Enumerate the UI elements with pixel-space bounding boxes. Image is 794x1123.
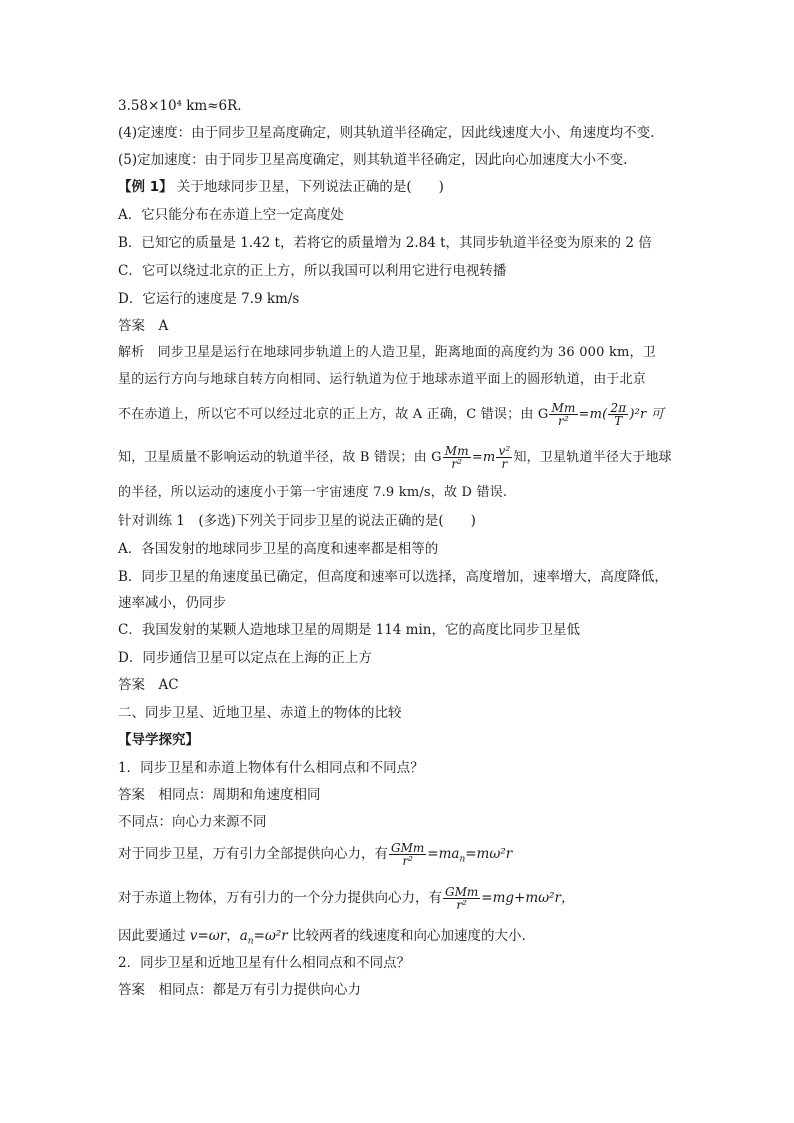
fraction-numerator: v² <box>498 444 511 458</box>
fraction <box>443 445 471 470</box>
option-text: B．已知它的质量是 1.42 t，若将它的质量增为 2.84 t，其同步轨道半径变为原来的 2 倍 <box>118 235 652 251</box>
option-text: C．它可以绕过北京的正上方，所以我国可以利用它进行电视转播 <box>118 263 507 279</box>
option-text: D．它运行的速度是 7.9 km/s <box>118 291 300 307</box>
answer-text: 答案 相同点：周期和角速度相同 <box>118 787 321 803</box>
fraction-denominator: r <box>501 457 508 471</box>
analysis-text: 星的运行方向与地球自转方向相同、运行轨道为位于地球赤道平面上的圆形轨道，由于北京 <box>118 372 647 387</box>
fraction <box>549 402 577 427</box>
option-b-continued <box>118 594 226 612</box>
fraction-numerator: GMm <box>445 885 479 899</box>
answer-line <box>118 317 168 335</box>
math-text: =m <box>471 450 496 465</box>
example-tag: 【例 1】 <box>118 179 173 195</box>
formula-line <box>118 882 575 914</box>
fraction <box>608 402 628 427</box>
training-question <box>118 512 476 530</box>
question-2 <box>118 954 410 972</box>
analysis-line <box>118 400 664 430</box>
option-text: B．同步卫星的角速度虽已确定，但高度和速率可以选择，高度增加，速率增大，高度降低， <box>118 569 668 585</box>
training-question-text: 针对训练 1 (多选)下列关于同步卫星的说法正确的是( ) <box>118 513 476 529</box>
fraction-denominator: r² <box>456 898 467 912</box>
text-line <box>118 927 526 945</box>
text-span: 不同点：向心力来源不同 <box>118 814 267 830</box>
math-text: v=ωr <box>189 928 227 944</box>
analysis-text: 知，卫星轨道半径大于地球 <box>513 450 672 465</box>
question-1 <box>118 759 424 777</box>
text-line <box>118 124 654 142</box>
formula-line <box>118 838 512 870</box>
analysis-line <box>118 484 507 502</box>
analysis-line <box>118 371 646 389</box>
fraction-numerator: 2π <box>610 401 627 415</box>
text-span: 比较两者的线速度和向心加速度的大小. <box>287 928 526 944</box>
text-span: 3.58×10⁴ km≈6R. <box>118 98 242 114</box>
fraction-denominator: T <box>614 414 623 428</box>
math-text: a <box>239 928 248 944</box>
math-text: )²r 可 <box>629 407 664 422</box>
math-text: =ω²r <box>253 928 288 944</box>
option-text: A．它只能分布在赤道上空一定高度处 <box>118 207 344 223</box>
option-d <box>118 290 299 308</box>
fraction <box>496 445 512 470</box>
example-question <box>118 178 444 196</box>
answer-text: 答案 相同点：都是万有引力提供向心力 <box>118 982 361 998</box>
math-text: =m( <box>578 407 608 422</box>
text-span: 对于同步卫星，万有引力全部提供向心力，有 <box>118 846 388 862</box>
fraction-denominator: r² <box>451 457 463 471</box>
fraction-denominator: r² <box>402 854 413 868</box>
math-text: =ma <box>427 846 460 862</box>
text-span: (4)定速度：由于同步卫星高度确定，则其轨道半径确定，因此线速度大小、角速度均不变. <box>118 125 655 141</box>
option-text: A．各国发射的地球同步卫星的高度和速率都是相等的 <box>118 541 439 557</box>
question-text: 2．同步卫星和近地卫星有什么相同点和不同点？ <box>118 955 411 971</box>
analysis-text: 的半径，所以运动的速度小于第一宇宙速度 7.9 km/s，故 D 错误. <box>118 485 508 500</box>
text-line <box>118 97 242 115</box>
answer-text: 答案 A <box>118 318 169 334</box>
math-subscript: n <box>247 936 254 947</box>
math-text: =mω²r <box>465 846 513 862</box>
text-span: (5)定加速度：由于同步卫星高度确定，则其轨道半径确定，因此向心加速度大小不变. <box>118 152 628 168</box>
text-line <box>118 813 267 831</box>
fraction-denominator: r² <box>558 414 569 428</box>
fraction <box>389 842 426 867</box>
example-question-text: 关于地球同步卫星，下列说法正确的是( ) <box>172 179 444 195</box>
option-d <box>118 649 372 667</box>
answer-line <box>118 786 321 804</box>
option-b <box>118 568 668 586</box>
fraction-numerator: GMm <box>391 841 425 855</box>
text-line <box>118 151 627 169</box>
option-text: D．同步通信卫星可以定点在上海的正上方 <box>118 650 372 666</box>
question-text: 1．同步卫星和赤道上物体有什么相同点和不同点？ <box>118 760 424 776</box>
answer-text: 答案 AC <box>118 677 179 693</box>
option-text: C．我国发射的某颗人造地球卫星的周期是 114 min，它的高度比同步卫星低 <box>118 622 580 638</box>
fraction <box>443 886 480 911</box>
guide-heading-text: 【导学探究】 <box>118 732 199 748</box>
fraction-numerator: Mm <box>444 444 469 458</box>
option-b <box>118 234 652 252</box>
analysis-text: 知，卫星质量不影响运动的轨道半径，故 B 错误；由 G <box>118 450 442 465</box>
text-span: ， <box>226 928 240 944</box>
analysis-text: 不在赤道上，所以它不可以经过北京的正上方，故 A 正确，C 错误；由 G <box>118 407 549 422</box>
option-a <box>118 206 344 224</box>
guide-heading <box>118 731 199 749</box>
math-subscript: n <box>459 854 466 865</box>
option-c <box>118 621 580 639</box>
answer-line <box>118 676 179 694</box>
option-c <box>118 262 506 280</box>
option-a <box>118 540 438 558</box>
section-heading <box>118 704 402 722</box>
math-text: =mg+mω²r， <box>481 890 575 906</box>
option-text: 速率减小，仍同步 <box>118 595 226 611</box>
section-heading-text: 二、同步卫星、近地卫星、赤道上的物体的比较 <box>118 705 402 721</box>
text-span: 因此要通过 <box>118 928 190 944</box>
analysis-line <box>118 344 656 362</box>
fraction-numerator: Mm <box>551 401 576 415</box>
answer-line <box>118 981 361 999</box>
analysis-text: 解析 同步卫星是运行在地球同步轨道上的人造卫星，距离地面的高度约为 36 000 km，卫 <box>118 345 656 360</box>
analysis-line <box>118 443 672 473</box>
text-span: 对于赤道上物体，万有引力的一个分力提供向心力，有 <box>118 890 442 906</box>
